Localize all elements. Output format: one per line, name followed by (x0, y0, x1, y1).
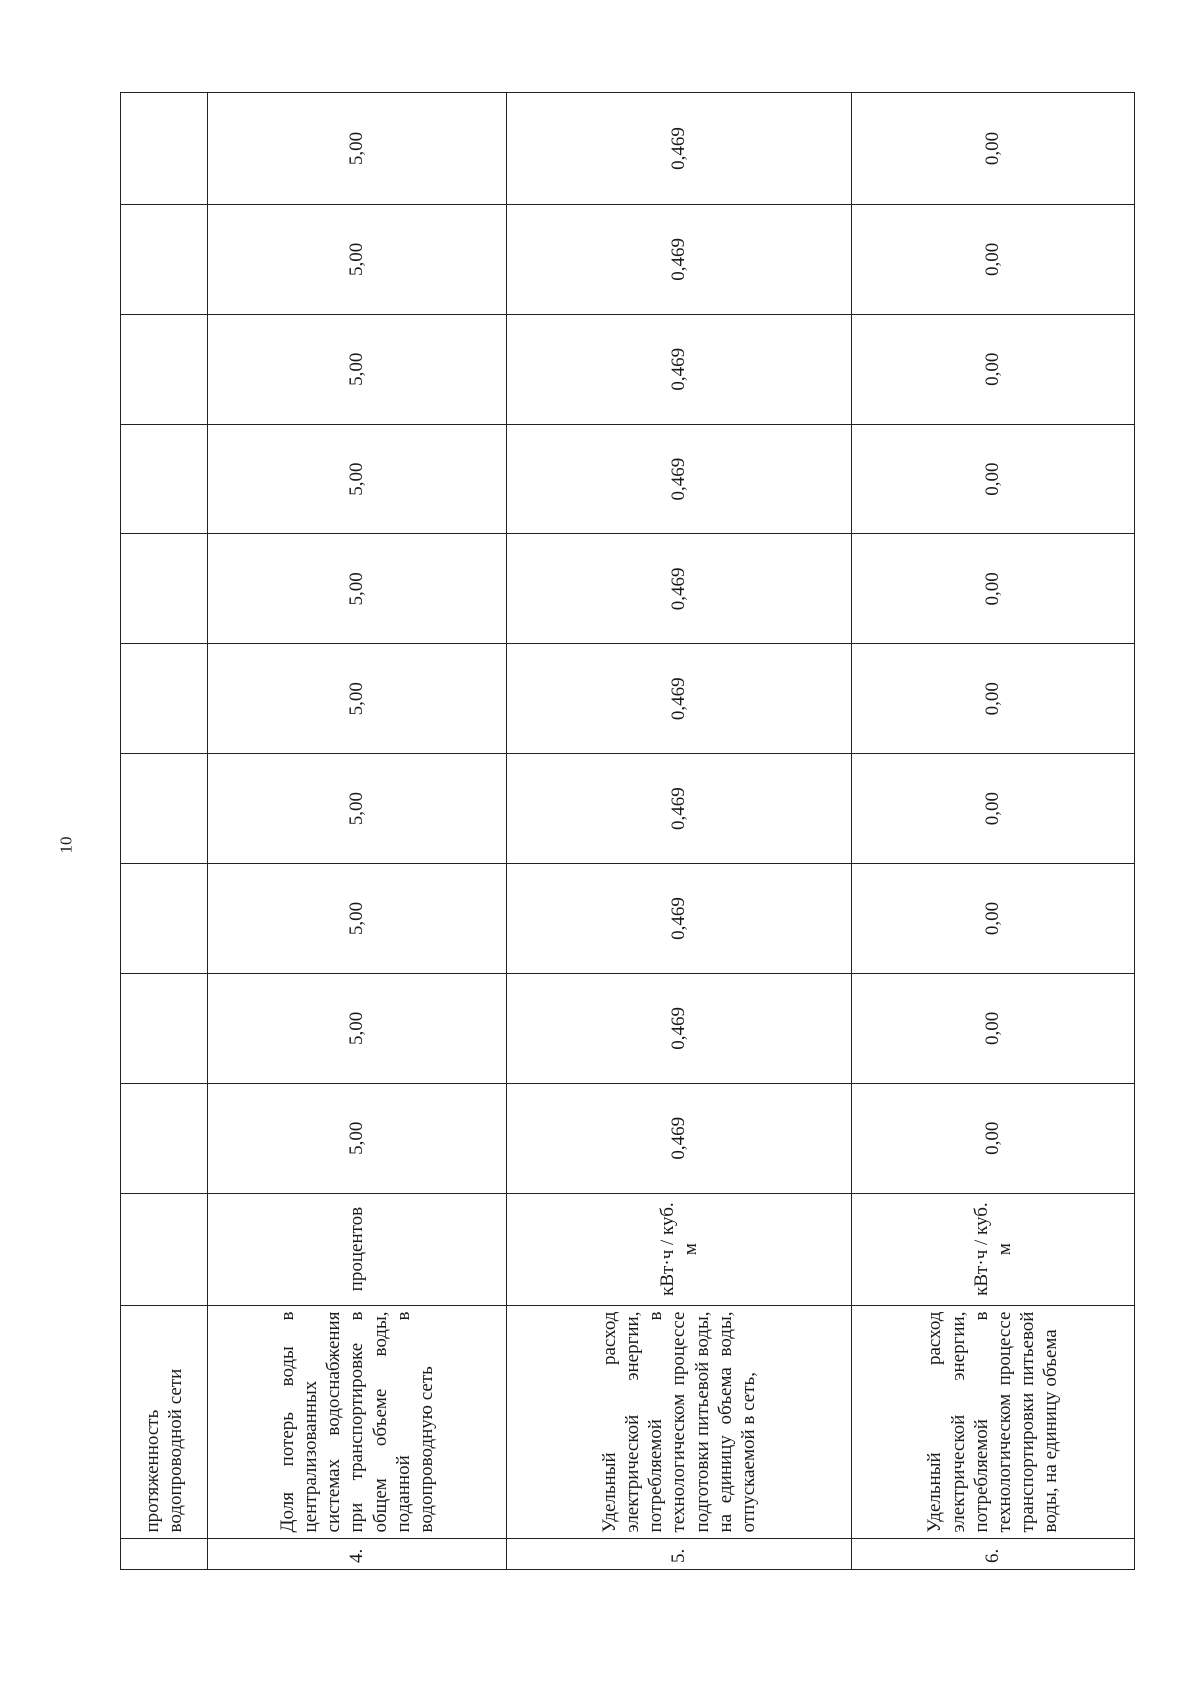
value-cell: 0,469 (507, 1083, 852, 1193)
unit-cell (121, 1193, 208, 1305)
row-number-cell (121, 1539, 208, 1570)
value-cell (121, 93, 208, 205)
value-cell: 0,00 (852, 1083, 1135, 1193)
value-cell (121, 204, 208, 314)
indicator-name-cell: Удельный расход электрической энергии, потребляемой в технологическом процессе подготовки питьевой воды, на единицу объема воды, отпускаемой в сеть, (507, 1305, 852, 1539)
unit-cell: кВт·ч / куб. м (852, 1193, 1135, 1305)
indicator-name-cell: протяженность водопроводной сети (121, 1305, 208, 1539)
value-cell: 0,469 (507, 424, 852, 534)
value-cell: 0,00 (852, 644, 1135, 754)
value-cell (121, 534, 208, 644)
table-row (507, 93, 852, 1570)
value-cell (121, 644, 208, 754)
value-cell: 5,00 (208, 93, 507, 205)
value-cell: 5,00 (208, 973, 507, 1083)
value-cell: 0,00 (852, 424, 1135, 534)
value-cell: 5,00 (208, 424, 507, 534)
row-number-cell: 4. (208, 1539, 507, 1570)
row-number-cell: 5. (507, 1539, 852, 1570)
unit-cell: процентов (208, 1193, 507, 1305)
value-cell: 0,00 (852, 314, 1135, 424)
value-cell: 0,00 (852, 864, 1135, 974)
indicators-table (120, 92, 1135, 1570)
value-cell: 0,00 (852, 93, 1135, 205)
value-cell: 0,469 (507, 973, 852, 1083)
row-number-cell: 6. (852, 1539, 1135, 1570)
table-body (121, 93, 1135, 1570)
value-cell (121, 754, 208, 864)
value-cell: 5,00 (208, 644, 507, 754)
indicator-name-cell: Удельный расход электрической энергии, потребляемой в технологическом процессе транспортировки питьевой воды, на единицу объема (852, 1305, 1135, 1539)
value-cell: 0,469 (507, 93, 852, 205)
value-cell: 0,469 (507, 314, 852, 424)
value-cell: 0,469 (507, 864, 852, 974)
value-cell (121, 864, 208, 974)
value-cell: 0,469 (507, 204, 852, 314)
value-cell: 0,00 (852, 204, 1135, 314)
value-cell (121, 973, 208, 1083)
value-cell: 5,00 (208, 314, 507, 424)
value-cell: 0,00 (852, 754, 1135, 864)
table-row (121, 93, 208, 1570)
value-cell: 5,00 (208, 534, 507, 644)
table-row (852, 93, 1135, 1570)
value-cell: 5,00 (208, 204, 507, 314)
rotated-table-wrapper (120, 92, 1098, 1570)
table-row (208, 93, 507, 1570)
page-number: 10 (56, 836, 76, 854)
unit-cell: кВт·ч / куб. м (507, 1193, 852, 1305)
value-cell (121, 314, 208, 424)
indicator-name-cell: Доля потерь воды в централизованных системах водоснабжения при транспортировке в общем объеме воды, поданной в водопроводную сеть (208, 1305, 507, 1539)
value-cell: 0,469 (507, 754, 852, 864)
value-cell: 0,00 (852, 973, 1135, 1083)
value-cell: 0,469 (507, 644, 852, 754)
value-cell: 0,469 (507, 534, 852, 644)
value-cell: 5,00 (208, 754, 507, 864)
value-cell: 0,00 (852, 534, 1135, 644)
value-cell (121, 1083, 208, 1193)
value-cell: 5,00 (208, 1083, 507, 1193)
value-cell: 5,00 (208, 864, 507, 974)
value-cell (121, 424, 208, 534)
